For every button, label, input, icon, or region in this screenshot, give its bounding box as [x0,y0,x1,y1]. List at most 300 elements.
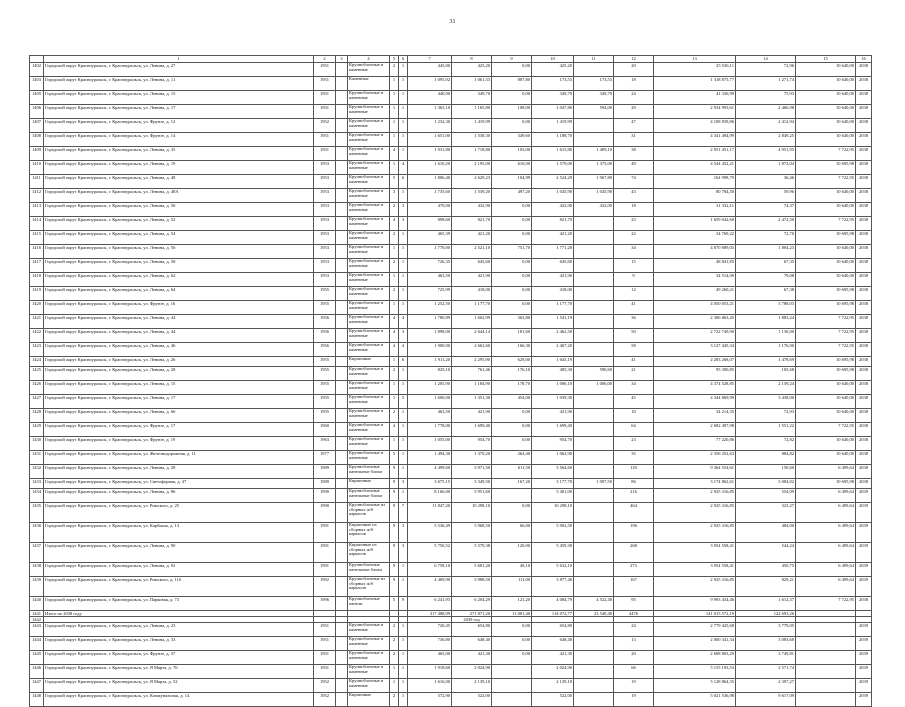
table-row [30,175,872,189]
cell-pct: 2 466,98 [736,105,796,119]
cell-spec: 7 722,95 [796,329,856,343]
cell-a8: 1 735,60 [408,189,452,203]
cell-fl: 1 [390,119,399,133]
cell-pct: 544,24 [736,543,796,563]
table-row [30,273,872,287]
cell-fl: 4 [390,423,399,437]
cell-a11: 2 024,90 [532,665,574,679]
cell-year: 1953 [314,231,336,245]
cell-cost: 141 015 572,19 [654,611,736,617]
cell-fl: 1 [390,679,399,693]
cell-c4 [336,301,348,315]
table-row [30,479,872,489]
cell-spec: 10 640,00 [796,105,856,119]
cell-a12 [574,651,614,665]
column-header: 13 [654,56,736,63]
cell-fl: 5 [390,597,399,611]
cell-en: 1 [399,301,408,315]
cell-term: 2038 [856,273,872,287]
cell-a12 [574,679,614,693]
cell-a9: 5 579,38 [452,543,492,563]
cell-a11: 114 072,77 [532,611,574,617]
cell-en: 1 [399,105,408,119]
cell-c4 [336,343,348,357]
cell-pct: 75,93 [736,91,796,105]
cell-spec: 10 640,00 [796,189,856,203]
cell-addr: Городской округ Красноуральск, г. Красноуральск, ул. Ленина, д. 26 [44,357,314,367]
cell-n: 1440 [30,597,44,611]
cell-mat: Крупноблочные и каменные [348,343,390,357]
cell-mat: Крупноблочные и каменные [348,395,390,409]
cell-fl: 1 [390,91,399,105]
cell-a11: 1 062,90 [532,451,574,465]
cell-r: 464 [614,503,654,523]
cell-cost: 4 341 494,99 [654,133,736,147]
cell-a12 [574,577,614,597]
cell-a11: 5 401,00 [532,489,574,503]
cell-a8: 465,00 [408,651,452,665]
cell-en: 9 [399,597,408,611]
cell-a8: 1 363,10 [408,105,452,119]
cell-n: 1411 [30,175,44,189]
cell-a9: 418,00 [452,287,492,301]
cell-spec [796,679,856,693]
cell-mat: Крупноблочные и каменные [348,623,390,637]
cell-pct: 2 397,27 [736,679,796,693]
cell-a8: 1 610,20 [408,161,452,175]
cell-addr: Городской округ Красноуральск, г. Красноуральск, ул. Ленина, д. 90 [44,543,314,563]
cell-pct: 1 136,00 [736,329,796,343]
cell-cost: 2 779 425,68 [654,623,736,637]
cell-n: 1408 [30,133,44,147]
table-row [30,203,872,217]
cell-n: 1402 [30,63,44,77]
cell-c4 [336,437,348,451]
table-row [30,105,872,119]
cell-year: 1955 [314,395,336,409]
page-number: 31 [449,19,456,25]
cell-term: 2038 [856,203,872,217]
cell-a11: 425,20 [532,63,574,77]
cell-en: 3 [399,203,408,217]
cell-a9: 654,80 [452,623,492,637]
cell-r: 31 [614,133,654,147]
cell-fl: 9 [390,523,399,543]
cell-a10: 66,00 [492,523,532,543]
cell-addr: Городской округ Красноуральск, г. Красноуральск, ул. Ленина, д. 15 [44,91,314,105]
cell-pct: 1 612,37 [736,597,796,611]
cell-r: 49 [614,161,654,175]
cell-c4 [336,679,348,693]
cell-a9: 421,90 [452,273,492,287]
table-row [30,367,872,381]
cell-a9: 2 195,00 [452,161,492,175]
cell-c4 [336,543,348,563]
cell-year: 1953 [314,259,336,273]
cell-c4 [336,577,348,597]
cell-a10: 0,00 [492,623,532,637]
cell-year: 1953 [314,189,336,203]
cell-fl: 1 [390,245,399,259]
cell-a10: 349,60 [492,133,532,147]
table-row [30,489,872,503]
cell-a11: 1 699,40 [532,423,574,437]
cell-a9: 421,20 [452,231,492,245]
cell-year: 1955 [314,381,336,395]
cell-a12: 4 522,40 [574,597,614,611]
cell-year: 1956 [314,315,336,329]
cell-n: 1420 [30,301,44,315]
cell-a11: 1 047,80 [532,105,574,119]
cell-fl: 1 [390,161,399,175]
cell-cost: 2 682 497,98 [654,423,736,437]
cell-n: 1434 [30,489,44,503]
cell-mat: Крупноблочные и каменные [348,367,390,381]
cell-a9: 1 539,20 [452,189,492,203]
table-row [30,597,872,611]
cell-c4 [336,245,348,259]
table-row [30,409,872,423]
cell-pct: 323,27 [736,503,796,523]
cell-fl: 2 [390,637,399,651]
cell-term: 2039 [856,693,872,707]
cell-en: 3 [399,543,408,563]
cell-en: 3 [399,329,408,343]
cell-a10: 121,20 [492,597,532,611]
cell-r: 18 [614,203,654,217]
cell-a8: 11 847,20 [408,503,452,523]
cell-mat: Крупноблочные и каменные [348,287,390,301]
cell-year: 1960 [314,423,336,437]
cell-spec: 6 499,64 [796,465,856,479]
cell-a9: 10 298,10 [452,503,492,523]
cell-a8: 5 536,49 [408,523,452,543]
cell-c4 [336,381,348,395]
cell-year: 1996 [314,597,336,611]
cell-c4 [336,217,348,231]
cell-mat: Крупноблочные и каменные [348,231,390,245]
cell-addr: Городской округ Красноуральск, г. Красноуральск, ул. Ленина, д. 62 [44,273,314,287]
column-header: 14 [736,56,796,63]
cell-year: 1953 [314,273,336,287]
cell-n: 1422 [30,329,44,343]
cell-pct: 9 617,09 [736,693,796,707]
cell-pct: 1 478,69 [736,357,796,367]
cell-en: 1 [399,367,408,381]
cell-a12: 1 006,00 [574,381,614,395]
cell-addr: Городской округ Красноуральск, г. Красноуральск, ул. Ленина, д. 17 [44,105,314,119]
cell-a8: 1 898,00 [408,329,452,343]
cell-a12: 1 097,50 [574,479,614,489]
cell-a8: 445,00 [408,63,452,77]
cell-spec: 10 640,00 [796,133,856,147]
cell-n: 1414 [30,217,44,231]
cell-r: 19 [614,693,654,707]
cell-addr: Городской округ Красноуральск, г. Красноуральск, ул. Ленина, д. 28 [44,367,314,381]
cell-a8: 440,00 [408,91,452,105]
table-row [30,63,872,77]
table-row [30,651,872,665]
cell-n: 1435 [30,503,44,523]
cell-a12 [574,343,614,357]
cell-a8: 1 911,20 [408,357,452,367]
cell-c4 [336,175,348,189]
cell-c4 [336,367,348,381]
cell-c4 [336,133,348,147]
header-row [30,56,872,63]
cell-c4 [336,465,348,479]
cell-a12 [574,451,614,465]
cell-n: 1441 [30,611,44,617]
cell-a10: 103,00 [492,147,532,161]
cell-term: 2038 [856,479,872,489]
cell-cost: 34 514,09 [654,273,736,287]
cell-pct: 884,82 [736,451,796,465]
cell-n: 1419 [30,287,44,301]
cell-term: 2038 [856,245,872,259]
cell-fl: 2 [390,259,399,273]
table-row [30,577,872,597]
cell-a11: 432,90 [532,203,574,217]
cell-fl: 1 [390,301,399,315]
cell-c4 [336,423,348,437]
cell-spec: 10 640,00 [796,409,856,423]
cell-a12 [574,315,614,329]
cell-a12: 1 045,90 [574,189,614,203]
cell-a10: 0,00 [492,301,532,315]
cell-term: 2039 [856,651,872,665]
cell-a10: 0,00 [492,273,532,287]
cell-a12 [574,665,614,679]
cell-year: 1991 [314,563,336,577]
cell-fl: 1 [390,77,399,91]
cell-a11: 2 139,10 [532,679,574,693]
cell-r: 23 [614,437,654,451]
cell-cost: 4 344 869,99 [654,395,736,409]
cell-c4 [336,161,348,175]
cell-en: 1 [399,489,408,503]
cell-pct: 150,60 [736,465,796,479]
cell-pct: 2 412,94 [736,119,796,133]
cell-r: 45 [614,395,654,409]
column-header: 11 [574,56,614,63]
cell-a9: 954,70 [452,437,492,451]
cell-r: 29 [614,105,654,119]
cell-a9: 2 139,10 [452,679,492,693]
cell-term: 2038 [856,175,872,189]
cell-term: 2039 [856,577,872,597]
cell-term: 2039 [856,623,872,637]
cell-c4 [336,119,348,133]
cell-n: 1426 [30,381,44,395]
cell-r: 12 [614,287,654,301]
cell-en: 1 [399,423,408,437]
cell-fl: 9 [390,543,399,563]
cell-fl: 1 [390,105,399,119]
cell-fl: 5 [390,451,399,465]
cell-n: 1443 [30,623,44,637]
cell-c4 [336,287,348,301]
cell-a12: 594,00 [574,105,614,119]
cell-en: 1 [399,231,408,245]
cell-a10: 616,00 [492,161,532,175]
cell-n: 1421 [30,315,44,329]
cell-a11: 1 177,70 [532,301,574,315]
cell-addr: Городской округ Красноуральск, г. Красноуральск, ул. Ленина, д. 19 [44,161,314,175]
cell-pct: 2 472,50 [736,217,796,231]
table-row [30,503,872,523]
cell-c4 [336,91,348,105]
cell-a8: 4 499,60 [408,465,452,479]
cell-a8: 725,99 [408,287,452,301]
cell-fl: 2 [390,693,399,707]
column-header: 2 [314,56,336,63]
cell-year: 1953 [314,217,336,231]
cell-r: 21 [614,367,654,381]
table-row [30,623,872,637]
cell-a9: 1 699,40 [452,423,492,437]
cell-a10: 887,80 [492,77,532,91]
cell-a8: 825,10 [408,367,452,381]
cell-en: 1 [399,409,408,423]
cell-n: 1442 [30,617,44,623]
cell-mat: Кирпичные [348,357,390,367]
cell-n: 1439 [30,577,44,597]
cell-year: 1953 [314,161,336,175]
cell-mat: Кирпичные [348,693,390,707]
cell-cost: 41 336,99 [654,91,736,105]
cell-fl: 1 [390,133,399,147]
cell-a10 [492,665,532,679]
cell-n: 1410 [30,161,44,175]
cell-addr: Городской округ Красноуральск, г. Красноуральск, ул. Ленина, д. 92 [44,563,314,577]
cell-r: 20 [614,63,654,77]
cell-en: 1 [399,273,408,287]
cell-fl: 2 [390,409,399,423]
cell-addr: Городской округ Красноуральск, г. Красноуральск, ул. Ленина, д. 17 [44,395,314,409]
cell-c4 [336,409,348,423]
cell-spec: 10 695,98 [796,287,856,301]
cell-cost: 48 841,85 [654,259,736,273]
cell-a9: 2 295,90 [452,357,492,367]
cell-pct: 2 571,74 [736,665,796,679]
cell-mat: Крупноблочные и каменные [348,245,390,259]
cell-en: 1 [399,577,408,597]
cell-a11: 4 084,79 [532,597,574,611]
cell-addr: Городской округ Красноуральск, г. Красноуральск, ул. Ленина, д. 50 [44,203,314,217]
cell-a11: 349,70 [532,91,574,105]
cell-r: 13 [614,637,654,651]
cell-spec [796,637,856,651]
column-header: 12 [614,56,654,63]
cell-addr: Городской округ Красноуральск, г. Красноуральск, ул. Коммунальная, д. 14 [44,693,314,707]
cell-c4 [336,203,348,217]
cell-n: 1415 [30,231,44,245]
cell-a12 [574,395,614,409]
cell-fl: 4 [390,329,399,343]
column-header: 5 [390,56,399,63]
cell-pct: 1 271,74 [736,77,796,91]
cell-mat: Крупноблочные и каменные [348,63,390,77]
cell-spec: 10 695,98 [796,231,856,245]
table-row [30,395,872,409]
cell-a10: 49,10 [492,563,532,577]
cell-spec: 10 640,00 [796,273,856,287]
cell-n: 1432 [30,465,44,479]
table-row [30,637,872,651]
cell-n: 1436 [30,523,44,543]
cell-en: 6 [399,357,408,367]
cell-fl: 9 [390,465,399,479]
table-body [30,63,872,707]
cell-a10: 111,00 [492,577,532,597]
table-row [30,315,872,329]
cell-en: 4 [399,315,408,329]
cell-addr: Городской округ Красноуральск, г. Красноуральск, ул. Ленина, д. 66 [44,409,314,423]
table-row [30,301,872,315]
cell-r: 118 [614,465,654,479]
cell-en: 1 [399,189,408,203]
cell-term: 2038 [856,105,872,119]
cell-r: 10 [614,409,654,423]
cell-a12: 1 375,00 [574,161,614,175]
cell-term: 2038 [856,147,872,161]
cell-n: 1431 [30,451,44,465]
cell-mat: Крупноблочные и каменные [348,315,390,329]
cell-mat: Крупноблочные и каменные [348,451,390,465]
cell-spec: 10 695,98 [796,479,856,489]
cell-r: 95 [614,597,654,611]
cell-a11: 1 541,19 [532,315,574,329]
cell-spec: 7 722,95 [796,147,856,161]
cell-a12 [574,523,614,543]
cell-cost: 9 364 554,61 [654,465,736,479]
cell-mat: Кирпичные из сборных ж/б каркасов [348,543,390,563]
cell-mat: Крупноблочные панельные блоки [348,489,390,503]
cell-r: 273 [614,563,654,577]
cell-cost: 2 925 316,85 [654,577,736,597]
cell-cost: 31 332,11 [654,203,736,217]
cell-r: 196 [614,523,654,543]
cell-year: 1951 [314,77,336,91]
cell-a12: 1 409,10 [574,147,614,161]
cell-n: 1424 [30,357,44,367]
cell-c4 [336,489,348,503]
cell-mat: Крупноблочные из сборных ж/б каркасов [348,577,390,597]
cell-a11: 1 045,90 [532,189,574,203]
cell-a12 [574,357,614,367]
cell-spec: 10 640,00 [796,77,856,91]
cell-a11: 421,20 [532,231,574,245]
cell-cost: 5 128 864,35 [654,679,736,693]
cell-pct: 1 551,22 [736,423,796,437]
cell-a12 [574,63,614,77]
cell-en: 1 [399,259,408,273]
cell-mat: Крупноблочные и каменные [348,119,390,133]
cell-a10: 0,00 [492,651,532,665]
cell-a11: 10 298,10 [532,503,574,523]
cell-pct: 36,46 [736,175,796,189]
cell-cost: 77 220,86 [654,437,736,451]
cell-spec: 6 499,64 [796,577,856,597]
cell-n: 1427 [30,395,44,409]
cell-a8: 572,90 [408,693,452,707]
cell-mat: Каменные [348,77,390,91]
cell-cost: 2 951 451,17 [654,147,736,161]
cell-spec [796,693,856,707]
cell-a9: 421,30 [452,651,492,665]
cell-c4 [336,259,348,273]
